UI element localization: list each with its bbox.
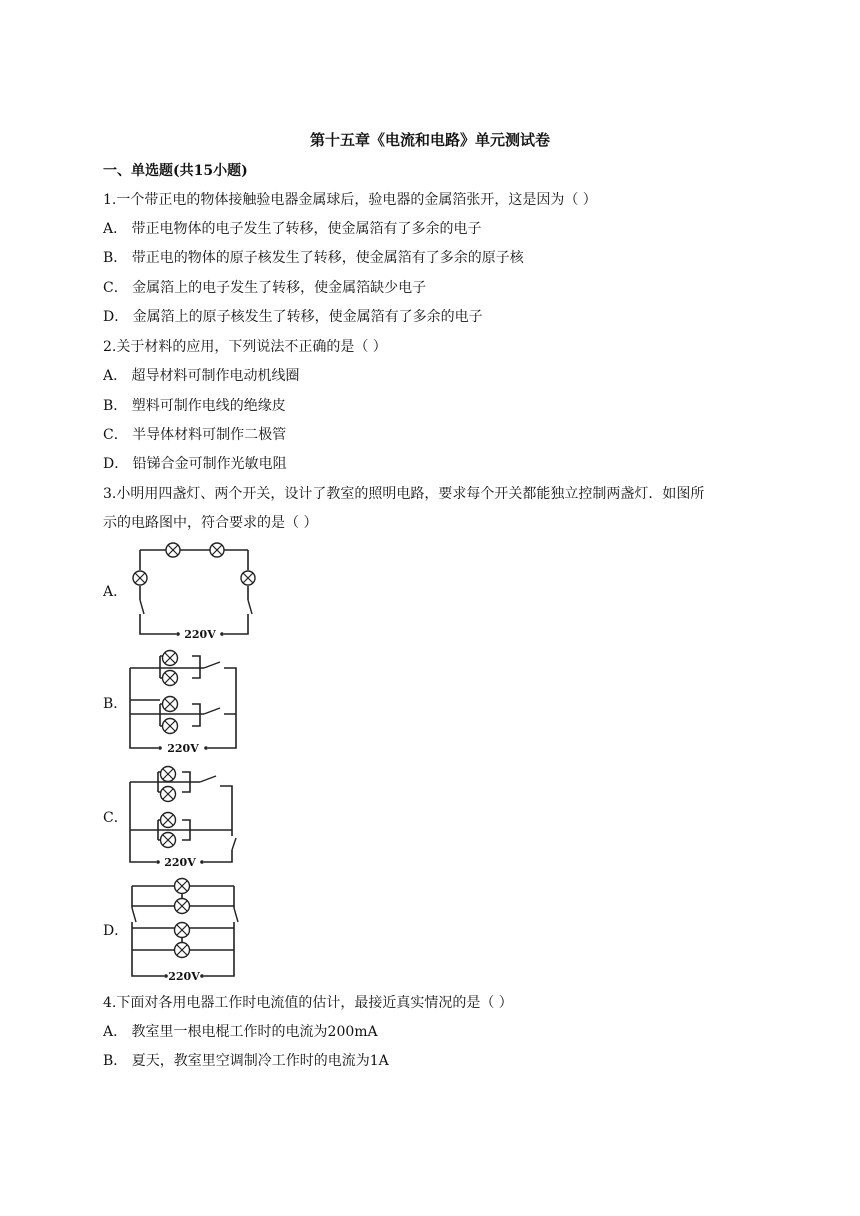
voltage-label: 220V <box>164 856 196 869</box>
question-1-option-d: D． 金属箔上的原子核发生了转移，使金属箔有了多余的电子 <box>103 309 483 325</box>
question-3-option-c-label: C． <box>103 810 128 826</box>
lamp-icon <box>161 787 176 802</box>
question-2-stem: 2.关于材料的应用，下列说法不正确的是（ ） <box>103 339 387 355</box>
lamp-icon <box>166 543 180 557</box>
question-1-option-c: C． 金属箔上的电子发生了转移，使金属箔缺少电子 <box>103 280 427 296</box>
question-3-option-a-label: A． <box>103 584 128 600</box>
circuit-diagram-d <box>120 876 250 988</box>
question-2-option-a: A． 超导材料可制作电动机线圈 <box>103 368 300 384</box>
lamp-icon <box>161 833 176 848</box>
circuit-diagram-b <box>120 648 250 758</box>
lamp-icon <box>175 879 190 894</box>
lamp-icon <box>161 767 176 782</box>
question-3-stem-line-2: 示的电路图中，符合要求的是（ ） <box>103 515 318 531</box>
switch-icon <box>248 600 252 614</box>
question-3-stem-line-1: 3.小明用四盏灯、两个开关，设计了教室的照明电路，要求每个开关都能独立控制两盏灯．如图所 <box>103 486 705 502</box>
lamp-icon <box>175 899 190 914</box>
question-3-option-d-label: D． <box>103 923 129 939</box>
switch-icon <box>204 708 220 714</box>
lamp-icon <box>163 697 178 712</box>
circuit-diagram-a <box>120 538 270 646</box>
lamp-icon <box>210 543 224 557</box>
voltage-label: 220V <box>184 628 216 641</box>
switch-icon <box>234 908 238 922</box>
switch-icon <box>140 600 144 614</box>
lamp-icon <box>241 571 255 585</box>
lamp-icon <box>161 813 176 828</box>
question-1-option-b: B． 带正电的物体的原子核发生了转移，使金属箔有了多余的原子核 <box>103 250 524 266</box>
lamp-icon <box>163 719 178 734</box>
circuit-diagram-c <box>120 762 250 872</box>
question-4-option-a: A． 教室里一根电棍工作时的电流为200mA <box>103 1024 378 1040</box>
lamp-icon <box>163 651 178 666</box>
voltage-label: 220V <box>167 742 199 755</box>
question-2-option-d: D． 铅锑合金可制作光敏电阻 <box>103 456 287 472</box>
question-3-option-b-label: B． <box>103 696 128 712</box>
switch-icon <box>200 776 216 782</box>
section-heading: 一、单选题(共15小题) <box>103 163 248 179</box>
lamp-icon <box>175 923 190 938</box>
voltage-label: 220V <box>168 970 200 983</box>
question-2-option-c: C． 半导体材料可制作二极管 <box>103 427 287 443</box>
lamp-icon <box>133 571 147 585</box>
lamp-icon <box>163 671 178 686</box>
question-1-option-a: A． 带正电物体的电子发生了转移，使金属箔有了多余的电子 <box>103 221 482 237</box>
question-4-option-b: B． 夏天，教室里空调制冷工作时的电流为1A <box>103 1053 389 1069</box>
switch-icon <box>204 662 220 668</box>
question-1-stem: 1.一个带正电的物体接触验电器金属球后，验电器的金属箔张开，这是因为（ ） <box>103 192 597 208</box>
switch-icon <box>132 908 136 922</box>
question-4-stem: 4.下面对各用电器工作时电流值的估计，最接近真实情况的是（ ） <box>103 995 513 1011</box>
lamp-icon <box>175 943 190 958</box>
switch-icon <box>232 838 236 850</box>
question-2-option-b: B． 塑料可制作电线的绝缘皮 <box>103 398 286 414</box>
page-title: 第十五章《电流和电路》单元测试卷 <box>309 131 550 149</box>
